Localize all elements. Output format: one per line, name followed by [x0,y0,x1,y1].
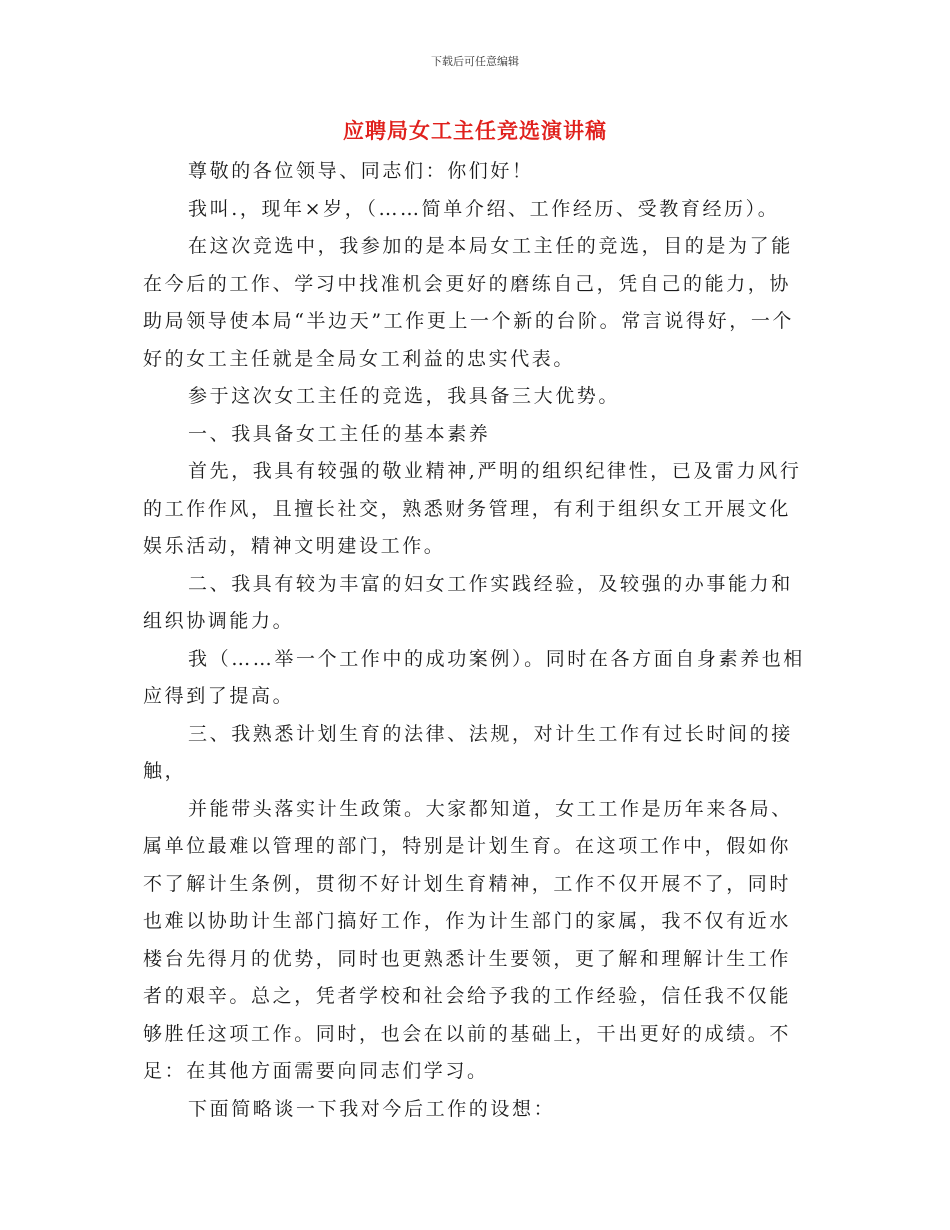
paragraph-heading-two: 二、我具有较为丰富的妇女工作实践经验，及较强的办事能力和组织协调能力。 [143,572,793,632]
paragraph-qualities: 首先，我具有较强的敬业精神,严明的组织纪律性，已及雷力风行的工作作风，且擅长社交，熟悉财务管理，有利于组织女工开展文化娱乐活动，精神文明建设工作。 [143,460,802,557]
paragraph-advantages-intro: 参于这次女工主任的竞选，我具备三大优势。 [188,385,621,407]
paragraph-self-intro: 我叫.，现年×岁，（……简单介绍、工作经历、受教育经历）。 [188,197,780,220]
paragraph-heading-one: 一、我具备女工主任的基本素养 [188,422,491,445]
page-header: 下载后可任意编辑 [431,55,519,68]
document-body [143,153,809,1128]
paragraph-case: 我（……举一个工作中的成功案例）。同时在各方面自身素养也相应得到了提高。 [143,647,805,707]
document-title: 应聘局女工主任竞选演讲稿 [343,119,607,143]
paragraph-heading-three: 三、我熟悉计划生育的法律、法规，对计生工作有过长时间的接触， [143,722,793,782]
paragraph-future-plans: 下面简略谈一下我对今后工作的设想： [188,1097,556,1120]
paragraph-greeting: 尊敬的各位领导、同志们：你们好！ [188,160,534,182]
paragraph-purpose: 在这次竞选中，我参加的是本局女工主任的竞选，目的是为了能在今后的工作、学习中找准机会更好的磨练自己，凭自己的能力，协助局领导使本局“半边天”工作更上一个新的台阶。常言说得好，一个好的女工主任就是全局女工利益的忠实代表。 [143,235,795,370]
paragraph-family-planning: 并能带头落实计生政策。大家都知道，女工工作是历年来各局、属单位最难以管理的部门，特别是计划生育。在这项工作中，假如你不了解计生条例，贯彻不好计划生育精神，工作不仅开展不了，同时也难以协助计生部门搞好工作，作为计生部门的家属，我不仅有近水楼台先得月的优势，同时也更熟悉计生要领，更了解和理解计生工作者的艰辛。总之，凭者学校和社会给予我的工作经验，信任我不仅能够胜任这项工作。同时，也会在以前的基础上，干出更好的成绩。不足：在其他方面需要向同志们学习。 [143,797,793,1082]
